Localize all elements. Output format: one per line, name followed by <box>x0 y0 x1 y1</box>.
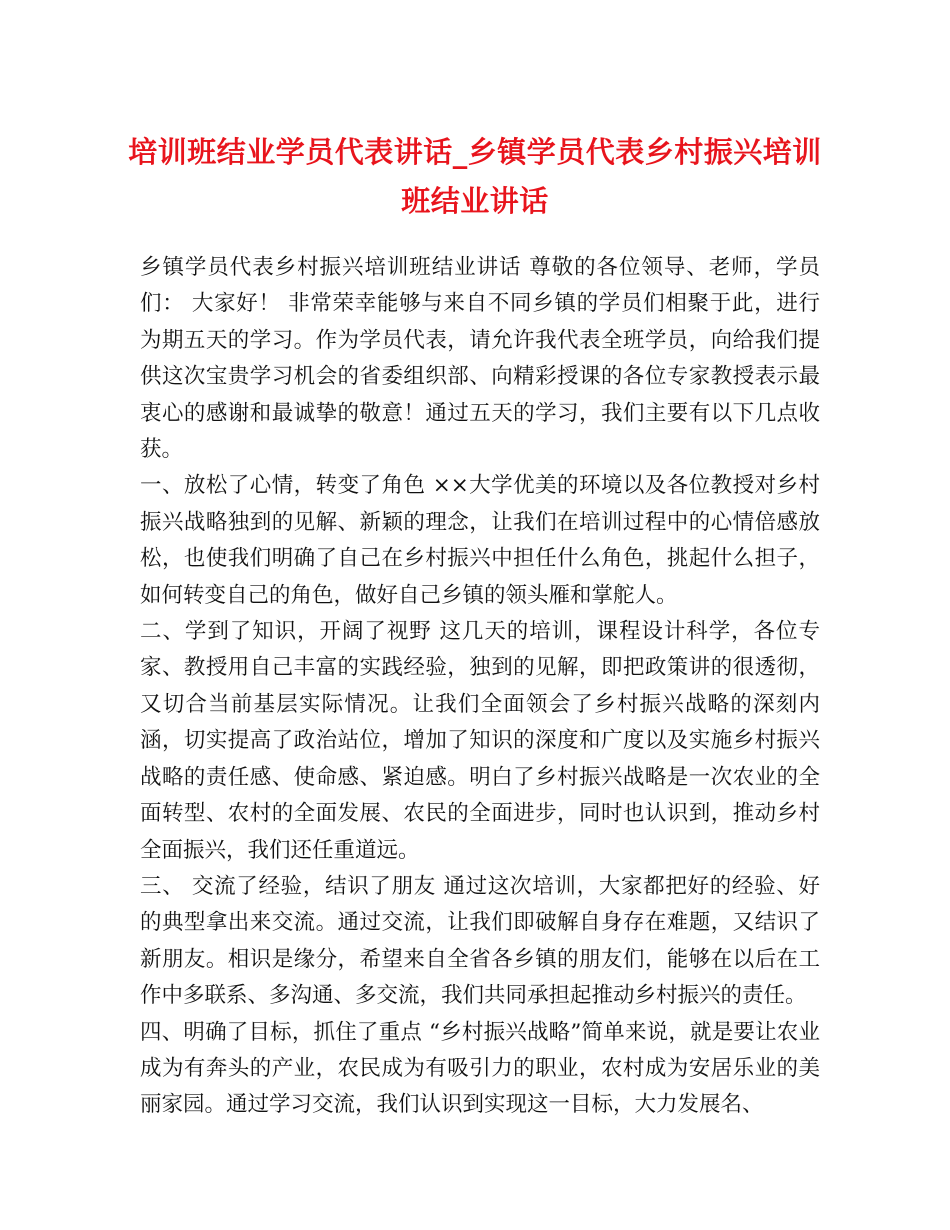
paragraph-intro: 乡镇学员代表乡村振兴培训班结业讲话 尊敬的各位领导、老师，学员们： 大家好！ 非常荣幸能够与来自不同乡镇的学员们相聚于此，进行为期五天的学习。作为学员代表，请允许我代表全班学员，向给我们提供这次宝贵学习机会的省委组织部、向精彩授课的各位专家教授表示最衷心的感谢和最诚挚的敬意！通过五天的学习，我们主要有以下几点收获。 <box>140 255 820 463</box>
paragraph-point-4: 四、明确了目标，抓住了重点 “乡村振兴战略”简单来说，就是要让农业成为有奔头的产业，农民成为有吸引力的职业，农村成为安居乐业的美丽家园。通过学习交流，我们认识到实现这一目标，大力发展名、 <box>140 1019 820 1118</box>
paragraph-point-3: 三、 交流了经验，结识了朋友 通过这次培训，大家都把好的经验、好的典型拿出来交流。通过交流，让我们即破解自身存在难题，又结识了新朋友。相识是缘分，希望来自全省各乡镇的朋友们，能够在以后在工作中多联系、多沟通、多交流，我们共同承担起推动乡村振兴的责任。 <box>140 873 820 1009</box>
document-body <box>140 250 820 1124</box>
document-title: 培训班结业学员代表讲话_乡镇学员代表乡村振兴培训班结业讲话 <box>128 135 822 218</box>
paragraph-point-2: 二、学到了知识，开阔了视野 这几天的培训，课程设计科学，各位专家、教授用自己丰富的实践经验，独到的见解，即把政策讲的很透彻，又切合当前基层实际情况。让我们全面领会了乡村振兴战略的深刻内涵，切实提高了政治站位，增加了知识的深度和广度以及实施乡村振兴战略的责任感、使命感、紧迫感。明白了乡村振兴战略是一次农业的全面转型、农村的全面发展、农民的全面进步，同时也认识到，推动乡村全面振兴，我们还任重道远。 <box>140 619 820 863</box>
paragraph-point-1: 一、放松了心情，转变了角色 ××大学优美的环境以及各位教授对乡村振兴战略独到的见解、新颖的理念，让我们在培训过程中的心情倍感放松，也使我们明确了自己在乡村振兴中担任什么角色，挑起什么担子，如何转变自己的角色，做好自己乡镇的领头雁和掌舵人。 <box>140 473 820 608</box>
